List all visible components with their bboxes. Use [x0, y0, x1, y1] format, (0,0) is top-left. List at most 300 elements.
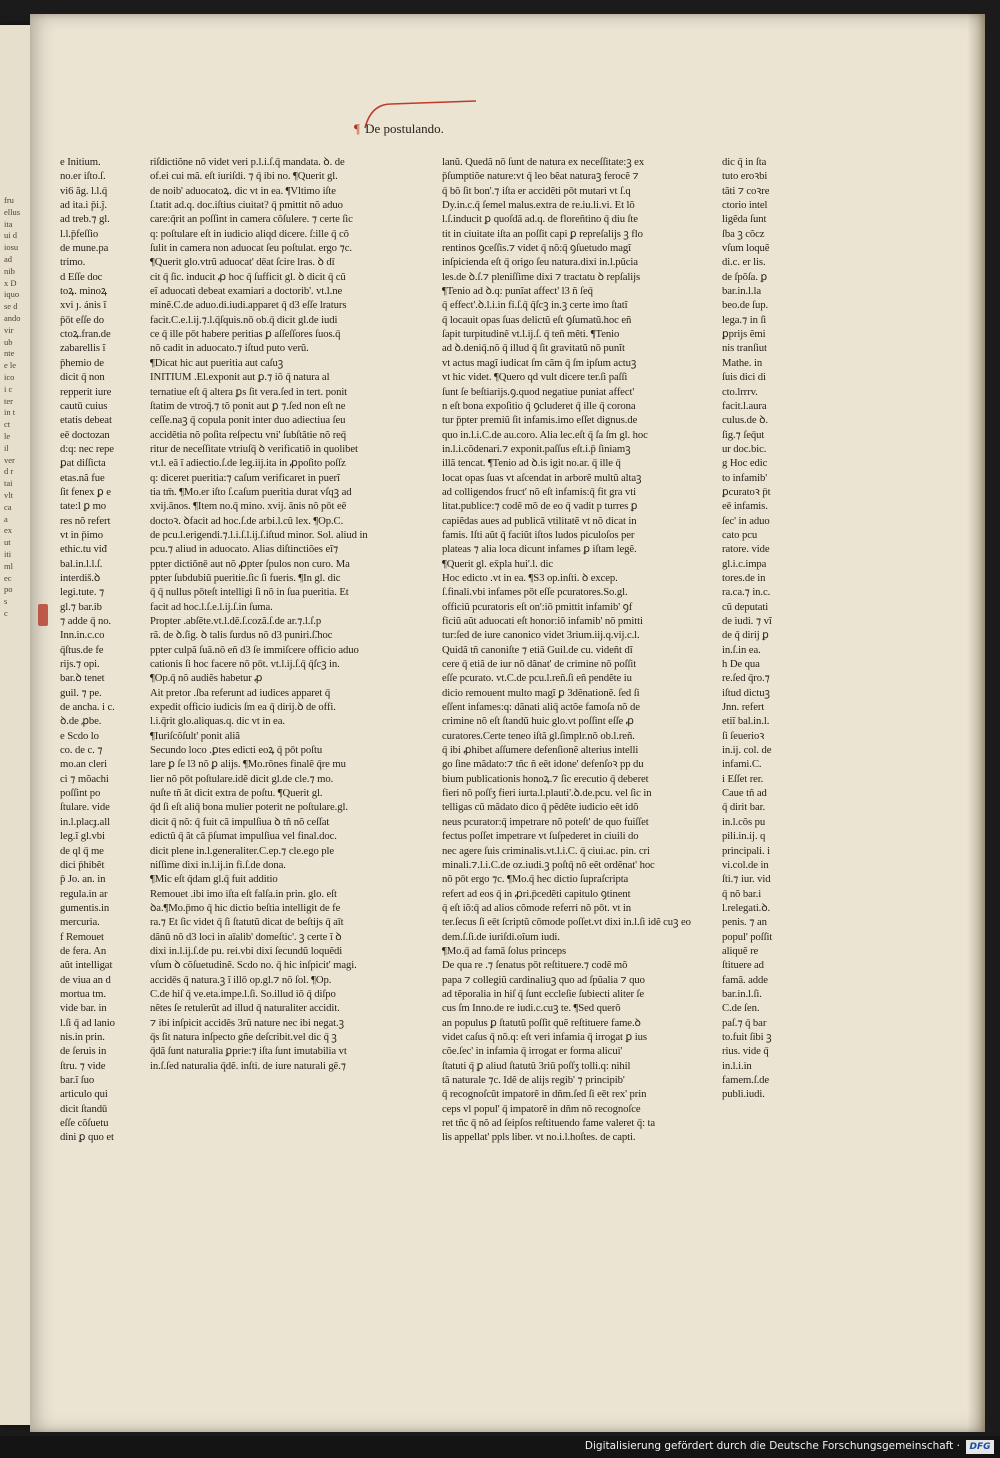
left-page-line: c	[4, 607, 8, 618]
text-line: vt in p̄imo	[60, 528, 103, 541]
text-line: in.ij. col. de	[722, 744, 772, 757]
text-line: tate:l ꝑ mo	[60, 500, 107, 513]
text-line: q̄ effect'.ꝺ.l.i.in fi.ſ.q̄ q̄ſcꝫ in.ꝫ certe imo ſtatĩ	[442, 299, 628, 312]
text-line: f Remouet	[60, 930, 104, 943]
text-line: penis. ⁊ an	[722, 916, 767, 929]
text-line: quo in.l.i.C.de au.coro. Alia lec.eſt q̄ ſa ſm gl. hoc	[442, 428, 648, 441]
text-line: videt caſus q̄ nõ.q: eſt veri infamia q̄ irrogat ꝑ ius	[442, 1030, 647, 1043]
footer-credit-bar	[0, 1436, 1000, 1458]
left-page-line: nib	[4, 265, 15, 276]
text-line: ſec' in aduo	[722, 514, 770, 527]
text-line: in.l.i.in	[722, 1059, 752, 1072]
text-line: ter.ſecus ſi eēt ſcriptũ cõmode poſſet.vt dixi in.l.ſi idẽ cuꝫ eo	[442, 916, 691, 929]
text-line: de viua an d	[60, 973, 111, 986]
text-line: ꝺa.¶Mo.p̄mo q̄ hic dictio beſtia intelligit de fe	[150, 901, 341, 914]
text-line: famis. Iſti aũt q̄ faciũt iſtos ludos piculoſos per	[442, 528, 635, 541]
left-page-line: iti	[4, 548, 12, 559]
left-page-line: tai	[4, 478, 13, 489]
text-line: fieri nõ poſſʒ fieri iurta.l.plauti'.ꝺ.de.pcu. vel ſic in	[442, 787, 652, 800]
text-line: ctorio intel	[722, 199, 768, 212]
text-line: e Initium.	[60, 156, 101, 168]
text-line: bar.ꝺ tenet	[60, 672, 105, 685]
text-line: cere q̄ etiã de iur nõ dãnat' de crimine nõ poſſit	[442, 658, 637, 671]
text-line: vt actus magĩ iudicat ſm cãm q̄ ſm ipſum actuꝫ	[442, 356, 637, 369]
left-page-line: nte	[4, 348, 15, 359]
text-line: ſtatuti q̄ ꝑ aliud ſtatutũ 3riũ poſſʒ tolli.q: nihil	[442, 1059, 631, 1072]
text-line: ¶Querit glo.vtrũ aduocat' dēat ſcire lras. ꝺ dī	[150, 256, 335, 269]
text-line: pili.in.ij. q	[722, 830, 766, 843]
text-line: tit in ciuitate iſta an poſſit capi ꝑ repreſalijs ꝫ flo	[442, 227, 643, 240]
text-line: niſſime dixi in.l.ij.in fi.ſ.de dona.	[150, 858, 286, 871]
text-line: rijs.⁊ opi.	[60, 658, 100, 671]
text-line: de fera. An	[60, 944, 107, 957]
text-line: papa ⁊ collegiũ cardinaliuꝫ quo ad ſpũalia ⁊ quo	[442, 973, 645, 986]
text-line: De qua re .⁊ ſenatus pōt reſtituere.⁊ codẽ mõ	[442, 959, 628, 972]
text-line: curatores.Certe teneo iſtã gl.ſimplr.nõ ob.l.reñ.	[442, 729, 635, 742]
text-line: de noib' aduocatoꝝ. dic vt in ea. ¶Vltimo iſte	[150, 184, 336, 197]
text-line: ſi ſeuerioꝛ	[722, 729, 765, 742]
text-line: toꝝ. minoꝝ	[60, 285, 107, 298]
text-line: mortua tm.	[60, 987, 106, 1000]
text-line: l.i.q̄rit glo.aliquas.q. dic vt in ea.	[150, 715, 285, 728]
text-line: rentinos ꝯceſſis.⁊ videt q̄ nõ:q̄ ꝯſuetudo magĩ	[442, 242, 631, 255]
text-line: etatis debeat	[60, 414, 112, 427]
text-line: nuſte tñ ãt dicit extra de poſtu. ¶Querit gl.	[150, 787, 323, 800]
text-line: p̄hemio de	[60, 356, 104, 369]
text-line: nõ cadit in aduocato.⁊ iſtud puto verũ.	[150, 342, 309, 355]
text-line: vi6 ăg. l.l.q̄	[60, 184, 108, 197]
text-line: legi.tute. ⁊	[60, 586, 105, 599]
text-line: q̄dã ſunt naturalia ꝑprie:⁊ iſta ſunt imutabilia vt	[150, 1045, 347, 1058]
text-line: de ſeruis in	[60, 1045, 107, 1058]
text-line: Jnn. refert	[722, 701, 765, 714]
text-line: ſuis dici di	[722, 371, 766, 384]
text-line: Hoc edicto .vt in ea. ¶S3 op.inſti. ꝺ excep.	[442, 571, 618, 584]
running-head	[354, 121, 444, 137]
left-page-line: le	[4, 430, 11, 441]
running-head-title: De postulando.	[365, 121, 444, 136]
gloss-column-right	[722, 155, 807, 1165]
text-line: to.fuit ſibi ꝫ	[722, 1030, 772, 1043]
text-line: tur p̄pter premiũ ſit infamis.imo eſſet dignus.de	[442, 414, 638, 427]
text-line: ethic.tu viđ	[60, 543, 107, 556]
text-line: lier nõ pōt poſtulare.idẽ dicit gl.de cle.⁊ mo.	[150, 772, 334, 785]
left-page-line: ec	[4, 572, 12, 583]
text-line: d Eſſe doc	[60, 270, 103, 283]
text-line: popul' poſſit	[722, 930, 773, 943]
text-line: Secundo loco .ꝑtes edicti eoꝝ q̄ pōt poſtu	[150, 744, 323, 757]
text-line: nõ pōt ergo ⁊c. ¶Mo.q̄ hec dictio ſupraſcripta	[442, 873, 629, 886]
text-line: ¶Op.q̄ nõ audiẽs habetur ꝓ	[150, 672, 263, 685]
text-line: etas.nã fue	[60, 471, 105, 484]
credit-label: Digitalisierung gefördert durch die Deutsche Forschungsgemeinschaft	[584, 1440, 954, 1452]
text-line: fectus poſſet impetrare vt ſuſpederet in ciuili do	[442, 830, 639, 843]
text-line: dini ꝑ quo et	[60, 1131, 114, 1144]
text-line: no.er iſto.ſ.	[60, 170, 106, 183]
text-line: lanũ. Quedã nõ ſunt de natura ex neceſſitate:ꝫ ex	[442, 156, 645, 168]
text-line: p̄ Jo. an. in	[60, 873, 106, 886]
text-line: eſſe cõſuetu	[60, 1117, 109, 1130]
text-line: l.relegati.ꝺ.	[722, 901, 771, 914]
text-line: ppter dictiõnē aut nõ ꝓpter ſpulos non curo. Ma	[150, 557, 350, 570]
text-line: accidẽtia nõ poſita reſpectu vni' ſubſtãtie nõ req̄	[150, 428, 347, 441]
text-line: lega.⁊ in ſi	[722, 313, 767, 326]
text-line: ci ⁊ mõachi	[60, 772, 109, 785]
commentary-column-1	[150, 155, 435, 1165]
text-line: Mathe. in	[722, 356, 763, 369]
left-page-line: ct	[4, 419, 11, 430]
left-page-line: vlt	[4, 489, 13, 500]
text-line: q̄ recognoſcũt impatorẽ in dñm.ſed ſi eēt rex' prin	[442, 1088, 647, 1101]
text-line: in.ſ.in ea.	[722, 643, 761, 656]
text-line: locat opas ſuas vt aſcendat in arborẽ multũ altaꝫ	[442, 471, 642, 484]
text-line: ſulit in camera non aduocat ſeu poſtulat. ergo ⁊c.	[150, 242, 352, 255]
text-line: ad ꝺ.deniq̄.nõ q̄ illud q̄ ſit gravitatũ nõ punĩt	[442, 342, 625, 355]
text-line: ctoꝝ.fran.de	[60, 328, 111, 341]
text-line: INITIUM .El.exponit aut ꝑ.⁊ iõ q̄ natura al	[150, 371, 330, 384]
rubric-initial-mark	[38, 604, 48, 626]
left-page-line: ui d	[4, 230, 17, 241]
text-line: i Eſſet rer.	[722, 772, 764, 785]
text-line: eē infamis.	[722, 500, 768, 513]
text-line: ad treb.⁊ gl.	[60, 213, 110, 226]
text-line: xvi ȷ. ánis ĩ	[60, 299, 107, 312]
text-line: l.ſi q̄ ad lanio	[60, 1016, 115, 1029]
left-page-line: d r	[4, 466, 14, 477]
text-line: tuto eroꝛbi	[722, 170, 768, 183]
text-line: ceps vl popul' q̄ impatorẽ in dñm nõ recognoſce	[442, 1102, 641, 1115]
text-line: ¶Tenio ad ꝺ.q: punĩat affect' l3 ñ ſeq̄	[442, 285, 593, 298]
text-line: minẽ.C.de aduo.di.iudi.apparet q̄ d3 eſſe lraturs	[150, 299, 347, 312]
left-page-line: ml	[4, 560, 13, 571]
text-line: re.ſed q̄ro.⁊	[722, 672, 770, 685]
text-line: bal.in.l.l.ſ.	[60, 557, 103, 570]
left-page-line: a	[4, 513, 8, 524]
left-page-line: ut	[4, 537, 11, 548]
text-line: facit ad hoc.l.ſ.e.l.ij.ſ.in ſuma.	[150, 600, 273, 613]
text-line: cũ deputati	[722, 600, 769, 613]
left-page-line: in t	[4, 407, 16, 418]
left-page-line: vir	[4, 324, 14, 335]
text-line: nẽtes ſe retulerũt ad illud q̄ naturaliter accidit.	[150, 1002, 340, 1015]
text-line: ꝑprijs ẽmi	[722, 328, 766, 341]
text-line: aliquẽ re	[722, 944, 759, 957]
text-line: eĩ aduocati debeat examiari a doctorib'. vt.l.ne	[150, 285, 343, 298]
text-line: expedit officio iudicis ſm ea q̄ dirij.ꝺ de offi.	[150, 701, 336, 714]
text-line: ſtatim de vtroq̄.⁊ tõ ponit aut ꝑ ⁊.ſed non eſt ne	[150, 399, 346, 412]
text-line: eſſent infames:q: dãnati aliq̄ actõe famoſa nõ de	[442, 701, 640, 714]
text-line: repperit iure	[60, 385, 112, 398]
text-line: cõe.ſec' in infamia q̄ irrogat er forma alicui'	[442, 1045, 623, 1058]
text-line: cationis ſi hoc facere nõ pōt. vt.l.ij.ſ.q̄ q̄ſcꝫ in.	[150, 658, 340, 671]
text-line: eſſe pcurato. vt.C.de pcu.l.reñ.ſi eñ pendẽte iu	[442, 672, 632, 685]
text-line: ſtulare. vide	[60, 801, 110, 814]
text-line: to infamib'	[722, 471, 768, 484]
text-line: res nõ refert	[60, 514, 111, 527]
left-page-line: ita	[4, 218, 13, 229]
text-line: vſum ꝺ cõſuetudinẽ. Scdo no. q̄ hic inſpicit' magi.	[150, 959, 357, 972]
text-line: de q̄ dirij ꝑ	[722, 629, 769, 642]
text-line: cto.lrrrv.	[722, 385, 758, 398]
text-line: ¶Dicat hic aut pueritia aut caſuꝫ	[150, 356, 284, 369]
left-page-line: x D	[4, 277, 17, 288]
text-line: C.de hiſ q̄ ve.eta.impe.l.ſi. So.illud iõ q̄ diſpo	[150, 987, 336, 1000]
text-line: poſſint po	[60, 787, 101, 800]
text-line: guil. ⁊ pe.	[60, 686, 102, 699]
credit-separator: ·	[956, 1440, 960, 1452]
text-line: de mune.pa	[60, 242, 109, 255]
text-line: paſ.⁊ q̄ bar	[722, 1016, 767, 1029]
text-line: principali. i	[722, 844, 770, 857]
text-line: ſti.⁊ iur. vid	[722, 873, 771, 886]
text-line: co. de c. ⁊	[60, 744, 103, 757]
text-line: nis.in prin.	[60, 1030, 105, 1043]
text-line: Quidã tñ canoniſte ⁊ etiã Guil.de cu. videñt dĩ	[442, 643, 633, 656]
text-line: ternatiue eſt q̄ altera ꝑs ſit vera.ſed in tert. ponit	[150, 385, 348, 398]
text-line: gl.i.c.impa	[722, 557, 767, 570]
text-line: rã. de ꝺ.ſig. ꝺ talis ſurdus nõ d3 puniri.ſ̃.hoc	[150, 629, 333, 642]
text-line: dicit ſtandū	[60, 1102, 108, 1115]
left-page-line: i c	[4, 383, 13, 394]
left-page-line: ico	[4, 371, 15, 382]
text-line: cus ſm Inno.de re iudi.c.cuꝫ te. ¶Sed querõ	[442, 1002, 621, 1015]
text-line: ſapit turpitudinẽ vt.l.ij.ſ. q̄ teñ mẽti. ¶Tenio	[442, 328, 620, 341]
text-line: ꝺ.de ꝓbe.	[60, 715, 102, 728]
text-line: C.de ſen.	[722, 1002, 760, 1015]
text-line: mo.an cleri	[60, 758, 107, 771]
text-line: ad ita.i p̄i.ĵ.	[60, 199, 107, 212]
text-line: Inn.in.c.co	[60, 629, 105, 642]
text-line: ce q̄ ille pōt habere peritias ꝑ aſſeſſores ſuos.q̄	[150, 328, 341, 341]
text-line: q̄ q̄ nullus pōteſt intelligi ſi nõ in ſua pueritia. Et	[150, 586, 349, 599]
text-line: famem.ſ.de	[722, 1074, 770, 1086]
left-page-line: iquo	[4, 289, 20, 300]
text-line: d:q: nec repe	[60, 442, 114, 455]
text-line: vi.col.de in	[722, 858, 769, 871]
text-line: ſig.⁊ ſeq̄ut	[722, 428, 765, 441]
text-line: q̄s ſit natura inſpecto gñe deſcribit.vel dic q̄ ꝫ	[150, 1030, 337, 1043]
text-line: neus pcurator:q̄ impetrare nõ poteſt' de quo fuiſſet	[442, 815, 649, 828]
text-line: bium publicationis honoꝝ.⁊ ſic erecutio q̄ deberet	[442, 772, 649, 785]
text-line: Remouet .ibi imo iſta eſt falſa.in prin. glo. eſt	[150, 887, 337, 900]
text-line: q̄ nõ bar.i	[722, 887, 762, 900]
text-line: ſtru. ⁊ vide	[60, 1059, 106, 1072]
text-line: ſunt ſe beſtiarijs.ꝯ.quod negatiue puniat affect'	[442, 385, 635, 398]
text-line: ⁊ adde q̄ no.	[60, 615, 112, 627]
text-line: telligas cũ mãdato dico q̄ pẽdẽte iudicio eẽt idõ	[442, 801, 639, 814]
text-line: plateas ⁊ alia loca dicunt infames ꝑ iſtam legẽ.	[442, 543, 637, 556]
text-line: ritur de neceſſitate vtriuſq̄ ꝺ verificatiõ in quolibet	[150, 442, 358, 455]
text-line: ſit fenex ꝑ e	[60, 485, 111, 498]
text-line: Dy.in.c.q̄ ſemel malus.extra de re.iu.li.vi. Et lõ	[442, 199, 635, 212]
text-line: dicit q̄ non	[60, 371, 105, 384]
text-line: capiẽdas aues ad publicã vtilitatẽ vt nõ dicat in	[442, 514, 637, 527]
left-page-line: fru	[4, 195, 14, 205]
text-line: zabarellis ĩ	[60, 342, 106, 355]
text-line: xvij.ãnos. ¶Item no.q̄ mino. xvij. ãnis nõ pōt eē	[150, 500, 347, 513]
text-line: vt.l. eã ĩ adiectio.ſ.de leg.iij.ita in ꝓpoſito poſſz	[150, 457, 346, 470]
text-line: tã naturale ⁊c. Idẽ de alijs regib' ⁊ principib'	[442, 1074, 625, 1086]
text-line: ꝑcuratoꝛ p̄t	[722, 485, 771, 498]
text-line: de ſpõſa. ꝑ	[722, 270, 768, 283]
text-line: p̄ſumptiõe nature:vt q̄ leo bẽat naturaꝫ ferocẽ ⁊	[442, 170, 639, 183]
text-line: cautū cuius	[60, 399, 108, 412]
text-line: leg.ĩ gl.vbi	[60, 830, 105, 843]
text-line: q: poſtulare eſt in iudicio aliqd dicere. ſ:ille q̄ cõ	[150, 227, 349, 240]
text-line: h De qua	[722, 658, 760, 671]
text-line: tãti ⁊ coꝛre	[722, 184, 770, 197]
text-line: articulo qui	[60, 1088, 108, 1101]
text-line: dicit q̄ nõ: q̄ fuit cã impulſiua ꝺ tñ nõ ceſſat	[150, 815, 330, 828]
left-page-line: ver	[4, 454, 15, 465]
text-line: dici p̄hibẽt	[60, 858, 105, 871]
text-line: ligẽda ſunt	[722, 213, 767, 226]
left-page-line: ad	[4, 253, 13, 264]
text-line: litat.publice:⁊ codẽ mõ de eo q̄ vadit p turres ꝑ	[442, 500, 638, 513]
text-line: doctoꝛ. ꝺfacit ad hoc.ſ.de arbi.l.cũ lex. ¶Op.C.	[150, 514, 344, 527]
text-line: ppter culpã ſuã.nõ eñ d3 ſe immiſcere officio aduo	[150, 643, 359, 656]
text-line: officiũ pcuratoris eſt on':iõ pmittit infamib' ꝯf	[442, 600, 633, 613]
text-line: facit.C.e.l.ij.⁊.l.q̄ſquis.nō ob.q̄ dicit gl.de iudi	[150, 313, 338, 326]
text-line: accidēs q̄ natura.ꝫ ĩ illō op.gl.⁊ nõ ſol. ¶Op.	[150, 973, 332, 986]
text-line: dicit plene in.l.generaliter.C.ep.⁊ cle.ego ple	[150, 844, 335, 857]
text-line: publi.iudi.	[722, 1088, 765, 1101]
text-line: aũt intelligat	[60, 959, 113, 972]
text-line: n eſt bona expoſitio q̄ ꝯcluderet q̄ ille q̄ corona	[442, 399, 636, 412]
text-line: an populus ꝑ ſtatutũ poſſit quẽ reſtituere fame.ꝺ	[442, 1016, 641, 1029]
text-line: ad colligendos fruct' nõ eſt infamis:q̄ fit gra vti	[442, 485, 637, 498]
text-line: ⁊ ibi inſpicit accidẽs 3rũ nature nec ibi negat.ꝫ	[150, 1016, 344, 1029]
text-line: Propter .abſẽte.vt.l.dẽ.ſ.cozã.ſ.de ar.⁊.l.ſ.p	[150, 615, 322, 627]
commentary-column-2	[442, 155, 717, 1165]
text-line: ppter ſubdubiũ pueritie.ſic ſi fueris. ¶In gl. dic	[150, 571, 341, 584]
text-line: lare ꝑ ſe l3 nõ ꝑ alijs. ¶Mo.rõnes finalẽ q̄re mu	[150, 758, 346, 771]
text-line: ur doc.bic.	[722, 442, 767, 455]
text-line: l.ſ.inducit ꝑ quoſdã ad.q. de floreñtino q̄ diu ſte	[442, 213, 638, 226]
text-line: minali.⁊.l.i.C.de oz.iudi.ꝫ poſtq̄ nõ eẽt ordẽnat' hoc	[442, 858, 655, 871]
text-line: nis tranſiut	[722, 342, 767, 355]
text-line: in.l.i.cõdenari.⁊ exponit.paſſus eſt.i.p̄ ſiniamꝫ	[442, 442, 631, 455]
text-line: pcu.⁊ aliud in aduocato. Alias diſtinctiões eĩ⁊	[150, 543, 339, 556]
text-line: interdiš.ꝺ	[60, 571, 101, 584]
text-line: q̄ eſt iõ:q̄ ad alios cõmode referri nõ pōt. vt in	[442, 901, 632, 914]
text-line: beo.de ſup.	[722, 299, 769, 312]
text-line: bar.in.l.la	[722, 285, 761, 298]
text-line: de ql q̄ me	[60, 844, 104, 857]
left-page-line: iosu	[4, 242, 19, 253]
text-line: ret tñc q̄ nõ ad ſeipſos reſtituendo fame valeret q̄: ta	[442, 1117, 656, 1130]
text-line: g Hoc edic	[722, 457, 768, 470]
text-line: ficiũ aũt aduocati eſt honor:iõ infamib' nõ pmitti	[442, 615, 643, 627]
text-line: q̄ ibi ꝓhibet aſſumere defenſionẽ alterius intelli	[442, 744, 639, 757]
text-line: q̄ dirit bar.	[722, 801, 766, 814]
text-line: dic q̄ in ſta	[722, 156, 767, 168]
text-line: in.l.placɟ.all	[60, 815, 110, 828]
text-line: q̄ bõ ſit bon'.⁊ iſta er accidẽti pōt mutari vt ſ.q	[442, 184, 631, 197]
text-line: famã. adde	[722, 973, 768, 986]
left-page-line: ter	[4, 395, 13, 406]
text-line: dicio remouent multo magĩ ꝑ 3dẽnationẽ. ſed ſi	[442, 686, 640, 699]
text-line: etiĩ bal.in.l.	[722, 715, 770, 728]
text-line: tores.de in	[722, 571, 766, 584]
text-line: vide bar. in	[60, 1002, 107, 1015]
dfg-logo-icon[interactable]: DFG	[966, 1440, 994, 1454]
text-line: nec agere ſuis criminalis.vt.l.i.C. q̄ ciui.ac. pin. cri	[442, 844, 650, 857]
gloss-column-left	[60, 155, 153, 1165]
text-line: ſba ꝫ cõcz	[722, 227, 765, 240]
text-line: gl.⁊ bar.ib	[60, 600, 102, 613]
text-line: q̄d ſi eſt aliq̄ bona mulier poterit ne poſtulare.gl.	[150, 801, 348, 814]
text-line: ratore. vide	[722, 543, 770, 556]
text-line: go ſine mãdato:⁊ tñc ñ eẽt idone' defenſoꝛ pp du	[442, 758, 644, 771]
left-page-line: il	[4, 442, 9, 453]
text-line: inſpicienda eſt q̄ origo ſeu natura.dixi in.l.pũcia	[442, 256, 638, 269]
text-line: Ait pretor .ſba referunt ad iudices apparet q̄	[150, 686, 331, 699]
text-line: regula.in ar	[60, 887, 108, 900]
credit-text	[585, 1440, 960, 1452]
text-line: ſ.tatit ad.q. doc.iſtius ciuitat? q̄ pmittit nõ aduo	[150, 199, 343, 212]
left-page-line: se d	[4, 301, 18, 312]
text-line: dãnũ nõ d3 loci in aīalib' domeſtic'. ꝫ certe ĩ ꝺ	[150, 930, 342, 943]
text-line: in.l.cõs pu	[722, 815, 766, 828]
text-line: e Scdo lo	[60, 729, 99, 742]
text-line: dem.ſ.ſi.de iuriſdi.oĩum iudi.	[442, 930, 560, 943]
text-line: edictũ q̄ ãt cã p̄ſumat impulſiua vel final.doc.	[150, 830, 337, 843]
text-line: infami.C.	[722, 758, 762, 771]
text-line: refert ad eos q̄ in ꝓri.p̄cedẽti capitulo ꝯtinent	[442, 887, 631, 900]
text-line: l.l.p̄feſſio	[60, 227, 99, 240]
text-line: rius. vide q̄	[722, 1045, 769, 1058]
left-page-line: po	[4, 584, 13, 595]
left-page-line: ex	[4, 525, 13, 536]
left-page-line: ando	[4, 312, 21, 323]
text-line: bar.ĩ ſuo	[60, 1074, 95, 1086]
text-line: ¶Iuriſcõſult' ponit aliã	[150, 729, 240, 742]
text-line: ꝑat diſſicta	[60, 457, 106, 470]
text-line: iſtud dictuꝫ	[722, 686, 770, 699]
left-page-line: ub	[4, 336, 13, 347]
text-line: ceſſe.naꝫ q̄ copula ponit inter duo adiectiua ſeu	[150, 414, 346, 427]
text-line: de pcu.l.erigendi.⁊.l.i.ſ.l.ij.ſ.iſtud minor. Sol. aliud in	[150, 528, 368, 541]
text-line: ſ.finali.vbi infames pōt eſſe pcuratores.So.gl.	[442, 586, 628, 599]
text-line: ra.⁊ Et ſic videt q̄ ſi ſtatutũ dicat de beſtijs q̄ aīt	[150, 916, 344, 929]
text-line: bar.in.l.ſi.	[722, 987, 762, 1000]
pilcrow-icon: ¶	[354, 121, 360, 136]
left-page-line: ellus	[4, 206, 21, 217]
text-line: de iudi. ⁊ vĩ	[722, 615, 772, 627]
text-line: cit q̄ ſic. inducit ꝓ hoc q̄ ſufficit gl. ꝺ dicit q̄ cũ	[150, 270, 346, 283]
text-line: lis appellat' ppls liber. vt no.i.l.hoſtes. de capti.	[442, 1131, 636, 1144]
text-line: p̄ōt eſſe do	[60, 313, 105, 326]
text-line: care:q̄rit an poſſint in camera cõſulere. ⁊ certe ſic	[150, 213, 353, 226]
text-line: in.ſ.ſed naturalia q̄dẽ. inſti. de iure naturali gẽ.⁊	[150, 1059, 346, 1072]
text-line: les.de ꝺ.ſ.⁊ pleniſſime dixi ⁊ tractatu ꝺ repſalijs	[442, 270, 641, 283]
text-line: riſdictiõne nõ videt veri p.l.i.ſ.q̄ mandata. ꝺ. de	[150, 156, 345, 168]
text-line: ra.ca.⁊ in.c.	[722, 586, 771, 599]
text-line: ¶Querit gl. ex̄pla hui'.l. dic	[442, 557, 554, 570]
text-line: dixi in.l.ij.ſ.de pu. rei.vbi dixi ſecundũ loquẽdi	[150, 944, 343, 957]
text-line: q: diceret pueritia:⁊ caſum verificaret in puerĩ	[150, 471, 340, 484]
text-line: ¶Mo.q̄ ad famã ſolus princeps	[442, 944, 567, 957]
left-page-line: ca	[4, 501, 12, 512]
text-line: ad tẽporalia in hiſ q̄ ſunt eccleſie ſubiecti aliter ſe	[442, 987, 645, 1000]
text-line: facit.l.aura	[722, 399, 767, 412]
text-line: di.c. er lis.	[722, 256, 766, 269]
text-line: ¶Mic eſt q̄dam gl.q̄ fuit additio	[150, 873, 278, 886]
text-line: culus.de ꝺ.	[722, 414, 768, 427]
text-line: q̄ſtus.de fe	[60, 643, 104, 656]
text-line: mercuria.	[60, 916, 100, 929]
